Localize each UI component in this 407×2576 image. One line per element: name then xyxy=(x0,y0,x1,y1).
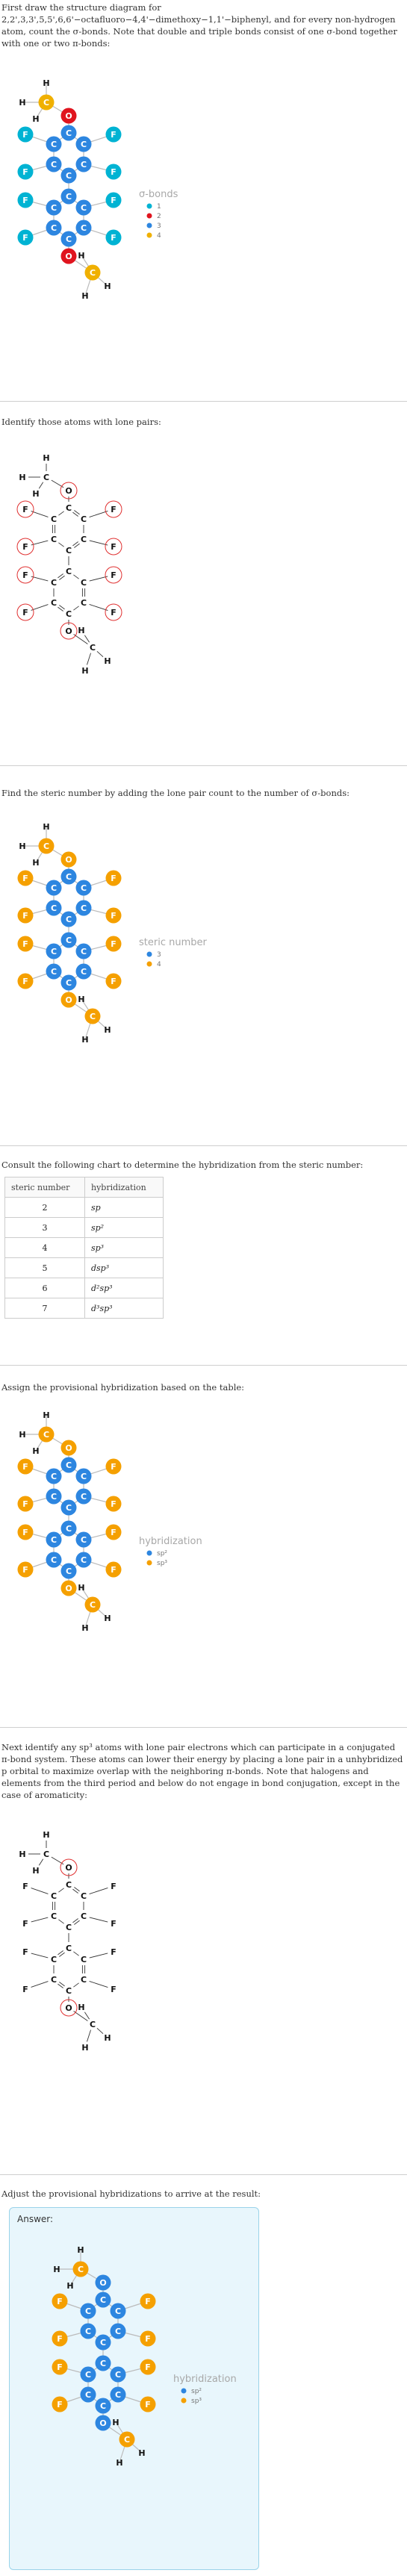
atom-label-h: H xyxy=(43,822,50,832)
atom-label: O xyxy=(65,2003,72,2013)
atom-label: O xyxy=(65,855,72,865)
atom-label: C xyxy=(43,1849,50,1859)
atom-label: C xyxy=(50,1472,58,1481)
atom-label: F xyxy=(22,1882,28,1891)
atom-label: C xyxy=(114,2370,122,2380)
atom-label-h: H xyxy=(66,2281,74,2291)
hybridization-cell: dsp³ xyxy=(85,1258,164,1278)
atom-label: C xyxy=(50,140,58,149)
step-1-text: First draw the structure diagram for 2,2',3,3',5,5',6,6'−octafluoro−4,4'−dimethoxy−1,1'−biphenyl, and for every non-hydrogen atom, count the σ-bonds. Note that double and triple bonds consist of one σ-bond together with one or two π-bonds: xyxy=(1,2,397,49)
atom-label-h: H xyxy=(78,995,85,1004)
atom-label: C xyxy=(89,1600,96,1610)
atom-label: F xyxy=(111,196,116,205)
atom-label: C xyxy=(80,578,87,588)
atom-label: C xyxy=(43,841,50,851)
atom-label: C xyxy=(114,2306,122,2316)
atom-label: C xyxy=(80,1955,87,1964)
atom-label: C xyxy=(65,1880,72,1890)
atom-label: F xyxy=(22,1462,28,1472)
atom-label: H xyxy=(43,1830,50,1840)
atom-label: F xyxy=(22,570,28,580)
atom-label: F xyxy=(22,1919,28,1929)
atom-label-h: H xyxy=(43,78,50,88)
atom-label: C xyxy=(50,514,58,524)
atom-label: C xyxy=(80,160,87,169)
atom-label: C xyxy=(65,567,72,576)
atom-label: C xyxy=(50,1891,58,1901)
atom-label: F xyxy=(22,196,28,205)
atom-label: C xyxy=(77,2265,84,2274)
atom-label: C xyxy=(99,2295,107,2305)
atom-label: F xyxy=(22,874,28,883)
steric-number-cell: 4 xyxy=(5,1238,85,1258)
atom-label: C xyxy=(65,915,72,924)
atom-label: C xyxy=(50,1535,58,1545)
atom-label: O xyxy=(65,626,72,636)
atom-label: F xyxy=(145,2362,151,2372)
atom-label: C xyxy=(65,1986,72,1996)
legend-item: sp² xyxy=(191,2388,202,2395)
answer-label: Answer: xyxy=(17,2214,54,2224)
atom-label-h: H xyxy=(104,281,111,291)
atom-label: F xyxy=(22,1947,28,1957)
step-3-text: Find the steric number by adding the lone pair count to the number of σ-bonds: xyxy=(1,788,349,798)
atom-label: C xyxy=(114,2327,122,2336)
atom-label: C xyxy=(80,1472,87,1481)
atom-label: C xyxy=(80,598,87,608)
atom-label: O xyxy=(65,995,72,1005)
atom-label: O xyxy=(65,1443,72,1453)
atom-label: C xyxy=(43,473,50,482)
hybridization-cell: sp xyxy=(85,1198,164,1218)
atom-label: O xyxy=(65,1863,72,1873)
atom-label: F xyxy=(111,167,116,177)
atom-label: H xyxy=(19,473,26,482)
atom-label: C xyxy=(65,503,72,513)
atom-label: O xyxy=(99,2278,107,2288)
atom-label-h: H xyxy=(104,1025,111,1035)
atom-label: C xyxy=(50,1492,58,1502)
atom-label: C xyxy=(65,936,72,945)
atom-label: O xyxy=(65,252,72,261)
atom-label-h: H xyxy=(77,2245,84,2255)
atom-label: F xyxy=(22,1985,28,1994)
atom-label: C xyxy=(80,1891,87,1901)
atom-label: H xyxy=(43,453,50,463)
atom-label: C xyxy=(99,2401,107,2411)
atom-label: C xyxy=(65,978,72,988)
atom-label: F xyxy=(111,911,116,921)
atom-label: F xyxy=(111,1947,116,1957)
atom-label: C xyxy=(50,535,58,544)
atom-label: F xyxy=(22,1528,28,1537)
atom-label-h: H xyxy=(116,2458,123,2468)
atom-label: F xyxy=(111,1985,116,1994)
hybridization-cell: sp³ xyxy=(85,1238,164,1258)
atom-label: O xyxy=(65,111,72,121)
atom-label: H xyxy=(19,1849,26,1859)
steric-number-cell: 5 xyxy=(5,1258,85,1278)
atom-label-h: H xyxy=(78,1583,85,1593)
atom-label: F xyxy=(111,1565,116,1575)
atom-label: F xyxy=(111,570,116,580)
atom-label: C xyxy=(65,128,72,138)
atom-label: F xyxy=(111,130,116,140)
legend-item: sp³ xyxy=(191,2398,202,2405)
step-6-text: Next identify any sp³ atoms with lone pair electrons which can participate in a conjugated π-bond system. These atoms can lower their energy by placing a lone pair in a unhybridized p orbital to maximize overlap with the neighboring π-bonds. Note that halogens and elements from the third period and below do not engage in bond conjugation, except in the case of aromaticity: xyxy=(1,1742,403,1800)
atom-label: H xyxy=(78,2003,85,2012)
atom-label-h: H xyxy=(104,1614,111,1623)
hybridization-cell: d³sp³ xyxy=(85,1298,164,1319)
steric-number-cell: 6 xyxy=(5,1278,85,1298)
atom-label: C xyxy=(65,609,72,619)
atom-label: C xyxy=(50,598,58,608)
atom-label-h: H xyxy=(19,841,26,851)
atom-label: C xyxy=(65,1524,72,1534)
legend-title: σ-bonds xyxy=(139,189,178,200)
atom-label: F xyxy=(111,977,116,986)
atom-label: C xyxy=(65,1923,72,1932)
atom-label: C xyxy=(89,1012,96,1021)
step-7-text: Adjust the provisional hybridizations to arrive at the result: xyxy=(1,2188,261,2199)
atom-label-h: H xyxy=(19,1430,26,1440)
atom-label: F xyxy=(111,542,116,552)
atom-label-h: H xyxy=(32,1446,40,1456)
step-5-text: Assign the provisional hybridization based on the table: xyxy=(1,1382,245,1393)
atom-label: C xyxy=(84,2390,92,2400)
atom-label: C xyxy=(80,514,87,524)
atom-label: C xyxy=(65,872,72,882)
atom-label-h: H xyxy=(78,251,85,261)
atom-label: H xyxy=(104,2033,111,2043)
atom-label: H xyxy=(81,2043,89,2053)
atom-label: C xyxy=(50,1955,58,1964)
atom-label: F xyxy=(111,1919,116,1929)
atom-label: C xyxy=(84,2306,92,2316)
atom-label: F xyxy=(111,1462,116,1472)
legend-title: hybridization xyxy=(139,1536,202,1547)
atom-label: F xyxy=(22,911,28,921)
atom-label: F xyxy=(111,233,116,243)
step-4-text: Consult the following chart to determine the hybridization from the steric number: xyxy=(1,1160,364,1170)
atom-label: F xyxy=(22,977,28,986)
atom-label: C xyxy=(89,643,96,653)
atom-label-h: H xyxy=(19,98,26,108)
atom-label: C xyxy=(65,171,72,181)
atom-label: C xyxy=(123,2435,131,2445)
steric-number-cell: 3 xyxy=(5,1218,85,1238)
atom-label: C xyxy=(43,1430,50,1440)
atom-label: C xyxy=(80,967,87,977)
hybridization-cell: d²sp³ xyxy=(85,1278,164,1298)
atom-label: F xyxy=(145,2334,151,2344)
atom-label: H xyxy=(32,1866,40,1876)
atom-label: F xyxy=(111,1528,116,1537)
atom-label-h: H xyxy=(81,1623,89,1633)
atom-label: C xyxy=(65,546,72,556)
atom-label: C xyxy=(89,268,96,278)
atom-label: F xyxy=(22,939,28,949)
atom-label: O xyxy=(65,1584,72,1593)
atom-label: C xyxy=(84,2370,92,2380)
atom-label: F xyxy=(111,874,116,883)
atom-label: C xyxy=(80,535,87,544)
atom-label: C xyxy=(50,578,58,588)
atom-label: C xyxy=(84,2327,92,2336)
atom-label: F xyxy=(57,2297,63,2306)
atom-label: C xyxy=(50,883,58,893)
atom-label: C xyxy=(80,1492,87,1502)
atom-label-h: H xyxy=(81,1035,89,1045)
legend-title: steric number xyxy=(139,937,207,948)
atom-label: F xyxy=(145,2400,151,2409)
atom-label: C xyxy=(50,160,58,169)
atom-label: F xyxy=(22,505,28,514)
atom-label: F xyxy=(145,2297,151,2306)
step-2-text: Identify those atoms with lone pairs: xyxy=(1,417,161,427)
legend-title: hybridization xyxy=(173,2374,237,2385)
table-header: hybridization xyxy=(85,1177,164,1198)
atom-label: C xyxy=(99,2338,107,2348)
atom-label: C xyxy=(65,1460,72,1470)
atom-label-h: H xyxy=(53,2265,60,2274)
atom-label: F xyxy=(57,2334,63,2344)
atom-label-h: H xyxy=(81,291,89,301)
steric-number-cell: 2 xyxy=(5,1198,85,1218)
legend-item: sp² xyxy=(157,1550,168,1558)
atom-label: H xyxy=(104,656,111,666)
atom-label: C xyxy=(80,1975,87,1985)
atom-label: H xyxy=(32,489,40,499)
atom-label: F xyxy=(22,1499,28,1509)
atom-label: F xyxy=(22,608,28,617)
atom-label: C xyxy=(50,947,58,956)
atom-label: O xyxy=(65,486,72,496)
atom-label: C xyxy=(65,192,72,202)
atom-label: F xyxy=(111,505,116,514)
atom-label: C xyxy=(43,98,50,108)
atom-label: F xyxy=(111,939,116,949)
hybridization-cell: sp² xyxy=(85,1218,164,1238)
atom-label: C xyxy=(50,967,58,977)
atom-label: F xyxy=(111,1882,116,1891)
atom-label: H xyxy=(81,666,89,676)
atom-label: C xyxy=(80,903,87,913)
atom-label: C xyxy=(65,1944,72,1953)
atom-label: C xyxy=(50,1911,58,1921)
atom-label: C xyxy=(114,2390,122,2400)
legend-item: 3 xyxy=(157,951,161,959)
atom-label: F xyxy=(22,167,28,177)
legend-dot xyxy=(181,2389,187,2394)
atom-label: C xyxy=(80,223,87,233)
atom-label: O xyxy=(99,2418,107,2428)
atom-label: F xyxy=(111,608,116,617)
legend-item: 3 xyxy=(157,223,161,230)
atom-label: C xyxy=(50,1555,58,1565)
atom-label: C xyxy=(50,203,58,213)
atom-label: C xyxy=(99,2359,107,2368)
atom-label-h: H xyxy=(112,2418,119,2427)
atom-label-h: H xyxy=(32,858,40,868)
atom-label: C xyxy=(80,140,87,149)
legend-item: sp³ xyxy=(157,1560,168,1567)
atom-label: C xyxy=(50,903,58,913)
atom-label-h: H xyxy=(43,1410,50,1420)
atom-label: C xyxy=(80,1535,87,1545)
steric-number-cell: 7 xyxy=(5,1298,85,1319)
atom-label: F xyxy=(22,233,28,243)
atom-label: F xyxy=(57,2362,63,2372)
atom-label: C xyxy=(80,883,87,893)
atom-label: C xyxy=(65,1567,72,1576)
atom-label: C xyxy=(80,1911,87,1921)
atom-label-h: H xyxy=(32,114,40,124)
legend-dot xyxy=(181,2398,187,2404)
atom-label: F xyxy=(22,542,28,552)
atom-label: F xyxy=(22,130,28,140)
atom-label: C xyxy=(50,1975,58,1985)
atom-label: C xyxy=(65,1503,72,1513)
atom-label: H xyxy=(78,626,85,635)
atom-label: C xyxy=(80,947,87,956)
table-header: steric number xyxy=(5,1177,85,1198)
atom-label: F xyxy=(57,2400,63,2409)
atom-label: C xyxy=(65,234,72,244)
legend-item: 4 xyxy=(157,232,161,240)
atom-label: F xyxy=(111,1499,116,1509)
legend-item: 4 xyxy=(157,961,161,968)
atom-label: C xyxy=(50,223,58,233)
atom-label: C xyxy=(80,1555,87,1565)
legend-item: 1 xyxy=(157,203,161,211)
atom-label: C xyxy=(89,2020,96,2029)
legend-item: 2 xyxy=(157,213,161,220)
atom-label-h: H xyxy=(138,2448,146,2458)
atom-label: F xyxy=(22,1565,28,1575)
atom-label: C xyxy=(80,203,87,213)
